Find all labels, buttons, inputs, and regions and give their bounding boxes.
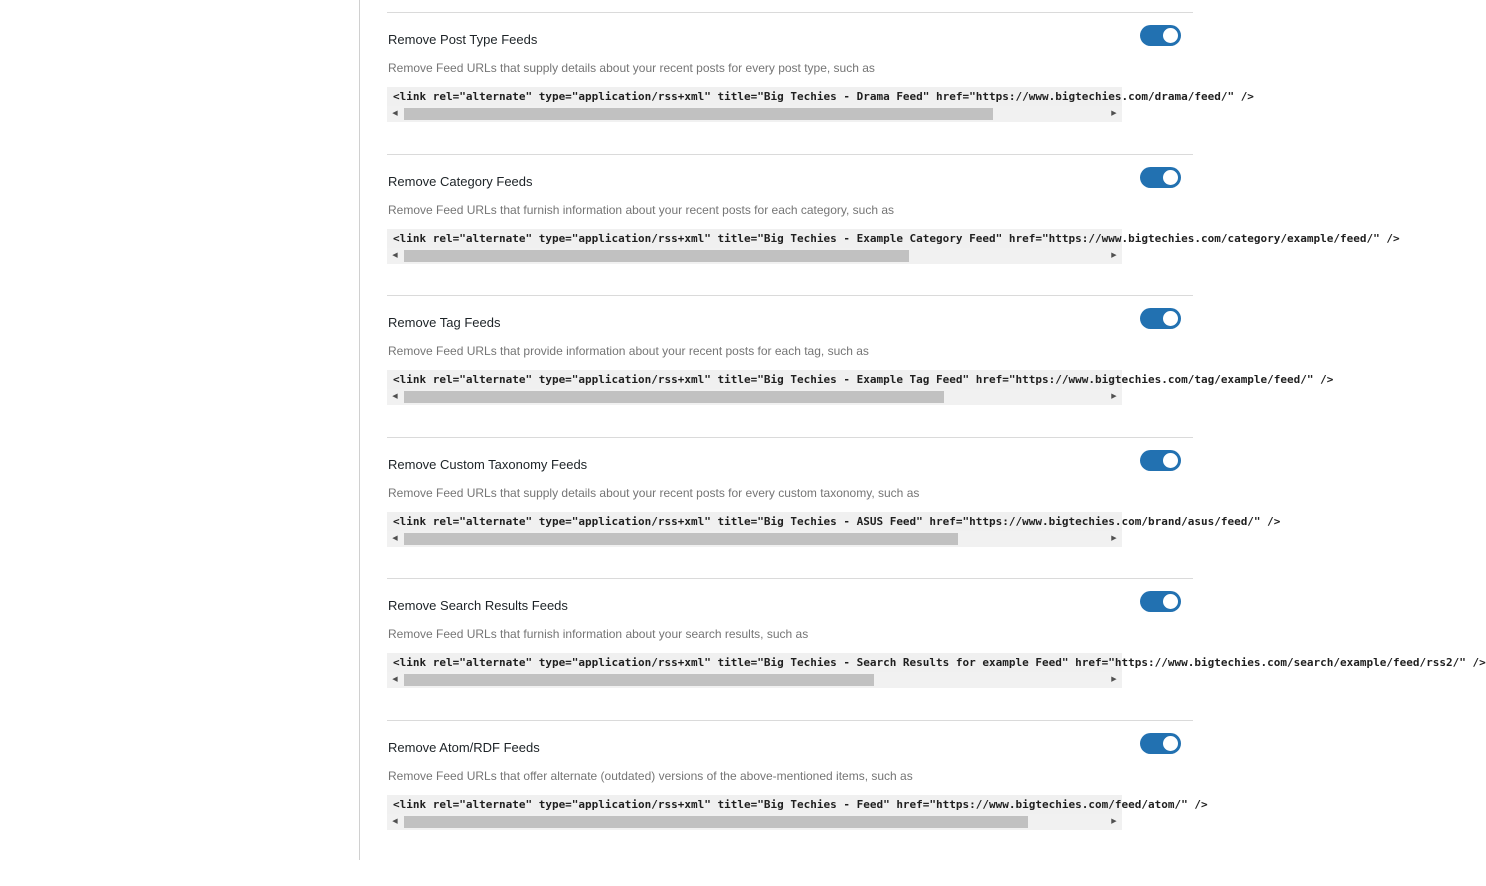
toggle-knob bbox=[1163, 736, 1178, 751]
code-example: <link rel="alternate" type="application/rss+xml" title="Big Techies - Feed" href="https://www.bigtechies.com/feed/atom/" /> bbox=[393, 798, 1208, 811]
code-example-box[interactable] bbox=[387, 229, 1400, 264]
arrow-left-icon[interactable]: ◀ bbox=[392, 535, 398, 542]
setting-description: Remove Feed URLs that furnish information about your recent posts for each category, such as bbox=[388, 203, 895, 217]
setting-title: Remove Tag Feeds bbox=[388, 315, 501, 330]
scroll-thumb[interactable] bbox=[404, 533, 958, 545]
horizontal-scrollbar[interactable] bbox=[387, 531, 1122, 547]
scroll-thumb[interactable] bbox=[404, 816, 1028, 828]
code-example: <link rel="alternate" type="application/rss+xml" title="Big Techies - Example Tag Feed" href="https://www.bigtechies.com/tag/example/feed/" /> bbox=[393, 373, 1334, 386]
code-example-box[interactable] bbox=[387, 653, 1486, 688]
code-example: <link rel="alternate" type="application/rss+xml" title="Big Techies - Drama Feed" href="https://www.bigtechies.com/drama/feed/" /> bbox=[393, 90, 1254, 103]
arrow-right-icon[interactable]: ▶ bbox=[1111, 393, 1117, 400]
setting-description: Remove Feed URLs that furnish information about your search results, such as bbox=[388, 627, 809, 641]
arrow-right-icon[interactable]: ▶ bbox=[1111, 676, 1117, 683]
feed-setting-row bbox=[387, 295, 1334, 405]
code-example-box[interactable] bbox=[387, 370, 1334, 405]
toggle-knob bbox=[1163, 170, 1178, 185]
left-sidebar-panel bbox=[0, 0, 359, 860]
scroll-thumb[interactable] bbox=[404, 391, 944, 403]
setting-title: Remove Custom Taxonomy Feeds bbox=[388, 457, 588, 472]
scroll-thumb[interactable] bbox=[404, 250, 909, 262]
toggle-knob bbox=[1163, 311, 1178, 326]
code-example-box[interactable] bbox=[387, 512, 1281, 547]
code-example-box[interactable] bbox=[387, 87, 1254, 122]
arrow-right-icon[interactable]: ▶ bbox=[1111, 110, 1117, 117]
arrow-right-icon[interactable]: ▶ bbox=[1111, 535, 1117, 542]
horizontal-scrollbar[interactable] bbox=[387, 389, 1122, 405]
horizontal-scrollbar[interactable] bbox=[387, 672, 1122, 688]
enable-toggle[interactable] bbox=[1140, 591, 1181, 612]
arrow-right-icon[interactable]: ▶ bbox=[1111, 818, 1117, 825]
setting-title: Remove Search Results Feeds bbox=[388, 598, 568, 613]
feed-setting-row bbox=[387, 437, 1281, 547]
setting-description: Remove Feed URLs that offer alternate (outdated) versions of the above-mentioned items, such as bbox=[388, 769, 913, 783]
enable-toggle[interactable] bbox=[1140, 450, 1181, 471]
arrow-left-icon[interactable]: ◀ bbox=[392, 110, 398, 117]
setting-description: Remove Feed URLs that supply details about your recent posts for every post type, such as bbox=[388, 61, 875, 75]
code-example: <link rel="alternate" type="application/rss+xml" title="Big Techies - Example Category Feed" href="https://www.bigtechies.com/category/example/feed/" /> bbox=[393, 232, 1400, 245]
enable-toggle[interactable] bbox=[1140, 25, 1181, 46]
arrow-left-icon[interactable]: ◀ bbox=[392, 676, 398, 683]
arrow-left-icon[interactable]: ◀ bbox=[392, 818, 398, 825]
enable-toggle[interactable] bbox=[1140, 167, 1181, 188]
feed-setting-row bbox=[387, 720, 1208, 830]
horizontal-scrollbar[interactable] bbox=[387, 248, 1122, 264]
code-example: <link rel="alternate" type="application/rss+xml" title="Big Techies - ASUS Feed" href="https://www.bigtechies.com/brand/asus/feed/" /> bbox=[393, 515, 1281, 528]
arrow-right-icon[interactable]: ▶ bbox=[1111, 252, 1117, 259]
arrow-left-icon[interactable]: ◀ bbox=[392, 393, 398, 400]
enable-toggle[interactable] bbox=[1140, 308, 1181, 329]
setting-title: Remove Post Type Feeds bbox=[388, 32, 538, 47]
arrow-left-icon[interactable]: ◀ bbox=[392, 252, 398, 259]
toggle-knob bbox=[1163, 453, 1178, 468]
code-example: <link rel="alternate" type="application/rss+xml" title="Big Techies - Search Results for example Feed" href="https://www.bigtechies.com/search/example/feed/rss2/" /> bbox=[393, 656, 1486, 669]
horizontal-scrollbar[interactable] bbox=[387, 814, 1122, 830]
scroll-thumb[interactable] bbox=[404, 108, 993, 120]
scroll-thumb[interactable] bbox=[404, 674, 874, 686]
setting-title: Remove Atom/RDF Feeds bbox=[388, 740, 540, 755]
toggle-knob bbox=[1163, 594, 1178, 609]
setting-description: Remove Feed URLs that supply details about your recent posts for every custom taxonomy, such as bbox=[388, 486, 920, 500]
code-example-box[interactable] bbox=[387, 795, 1208, 830]
toggle-knob bbox=[1163, 28, 1178, 43]
setting-description: Remove Feed URLs that provide information about your recent posts for each tag, such as bbox=[388, 344, 869, 358]
feed-setting-row bbox=[387, 578, 1486, 688]
horizontal-scrollbar[interactable] bbox=[387, 106, 1122, 122]
setting-title: Remove Category Feeds bbox=[388, 174, 533, 189]
vertical-divider bbox=[359, 0, 360, 860]
feed-setting-row bbox=[387, 12, 1254, 122]
enable-toggle[interactable] bbox=[1140, 733, 1181, 754]
feed-setting-row bbox=[387, 154, 1400, 264]
